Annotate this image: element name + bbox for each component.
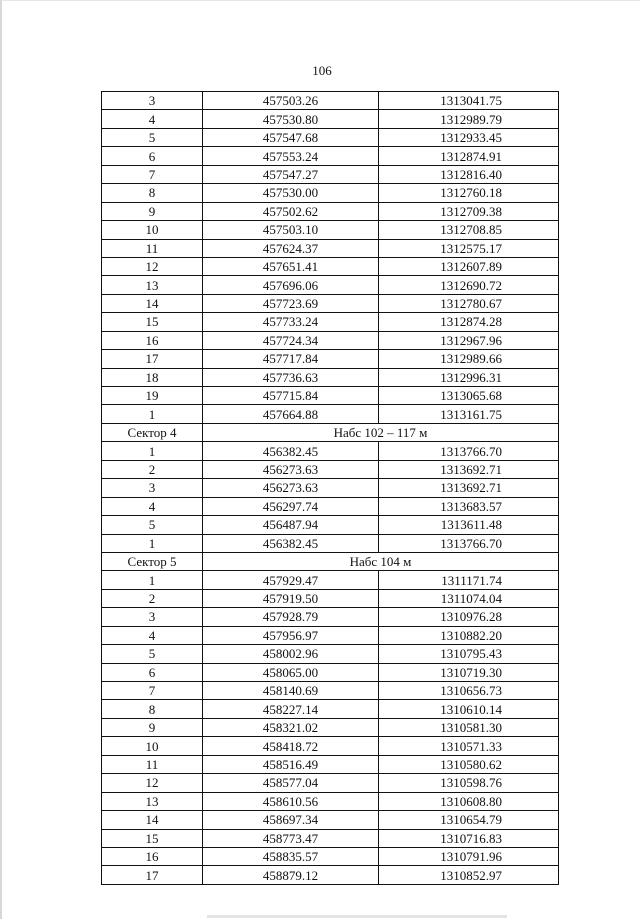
table-row bbox=[102, 405, 559, 423]
table-row bbox=[102, 829, 559, 847]
x-coordinate-cell: 457928.79 bbox=[203, 608, 379, 626]
point-number-cell: 19 bbox=[102, 387, 203, 405]
x-coordinate-cell: 457503.26 bbox=[203, 92, 379, 110]
x-coordinate-cell: 457717.84 bbox=[203, 350, 379, 368]
point-number-cell: 12 bbox=[102, 257, 203, 275]
sector-header-row bbox=[102, 423, 559, 441]
point-number-cell: 13 bbox=[102, 276, 203, 294]
point-number-cell: 18 bbox=[102, 368, 203, 386]
x-coordinate-cell: 457547.27 bbox=[203, 165, 379, 183]
table-row bbox=[102, 147, 559, 165]
y-coordinate-cell: 1312709.38 bbox=[379, 202, 559, 220]
x-coordinate-cell: 458321.02 bbox=[203, 718, 379, 736]
x-coordinate-cell: 458610.56 bbox=[203, 792, 379, 810]
point-number-cell: 4 bbox=[102, 626, 203, 644]
table-row bbox=[102, 792, 559, 810]
point-number-cell: 5 bbox=[102, 516, 203, 534]
table-row bbox=[102, 276, 559, 294]
y-coordinate-cell: 1310654.79 bbox=[379, 811, 559, 829]
x-coordinate-cell: 458002.96 bbox=[203, 645, 379, 663]
x-coordinate-cell: 456273.63 bbox=[203, 460, 379, 478]
table-row bbox=[102, 442, 559, 460]
point-number-cell: 17 bbox=[102, 866, 203, 884]
point-number-cell: 15 bbox=[102, 829, 203, 847]
point-number-cell: 3 bbox=[102, 92, 203, 110]
x-coordinate-cell: 458835.57 bbox=[203, 847, 379, 865]
point-number-cell: 5 bbox=[102, 128, 203, 146]
x-coordinate-cell: 456487.94 bbox=[203, 516, 379, 534]
table-row bbox=[102, 866, 559, 884]
point-number-cell: 1 bbox=[102, 442, 203, 460]
y-coordinate-cell: 1312760.18 bbox=[379, 184, 559, 202]
x-coordinate-cell: 457624.37 bbox=[203, 239, 379, 257]
table-row bbox=[102, 608, 559, 626]
point-number-cell: 1 bbox=[102, 405, 203, 423]
x-coordinate-cell: 457715.84 bbox=[203, 387, 379, 405]
table-row bbox=[102, 110, 559, 128]
table-row bbox=[102, 368, 559, 386]
point-number-cell: 16 bbox=[102, 331, 203, 349]
table-row bbox=[102, 516, 559, 534]
x-coordinate-cell: 456382.45 bbox=[203, 534, 379, 552]
y-coordinate-cell: 1310656.73 bbox=[379, 682, 559, 700]
table-row bbox=[102, 755, 559, 773]
point-number-cell: 16 bbox=[102, 847, 203, 865]
coordinates-table bbox=[101, 91, 559, 885]
point-number-cell: 12 bbox=[102, 774, 203, 792]
x-coordinate-cell: 458879.12 bbox=[203, 866, 379, 884]
x-coordinate-cell: 457651.41 bbox=[203, 257, 379, 275]
table-row bbox=[102, 847, 559, 865]
table-row bbox=[102, 534, 559, 552]
y-coordinate-cell: 1310791.96 bbox=[379, 847, 559, 865]
x-coordinate-cell: 458140.69 bbox=[203, 682, 379, 700]
x-coordinate-cell: 456297.74 bbox=[203, 497, 379, 515]
x-coordinate-cell: 457502.62 bbox=[203, 202, 379, 220]
x-coordinate-cell: 458516.49 bbox=[203, 755, 379, 773]
point-number-cell: 9 bbox=[102, 718, 203, 736]
y-coordinate-cell: 1310608.80 bbox=[379, 792, 559, 810]
x-coordinate-cell: 458227.14 bbox=[203, 700, 379, 718]
y-coordinate-cell: 1312575.17 bbox=[379, 239, 559, 257]
y-coordinate-cell: 1313683.57 bbox=[379, 497, 559, 515]
x-coordinate-cell: 457530.00 bbox=[203, 184, 379, 202]
x-coordinate-cell: 457929.47 bbox=[203, 571, 379, 589]
table-row bbox=[102, 718, 559, 736]
point-number-cell: 7 bbox=[102, 682, 203, 700]
table-row bbox=[102, 221, 559, 239]
y-coordinate-cell: 1312989.66 bbox=[379, 350, 559, 368]
sector-elevation: Набс 104 м bbox=[203, 552, 559, 570]
point-number-cell: 8 bbox=[102, 184, 203, 202]
point-number-cell: 1 bbox=[102, 534, 203, 552]
point-number-cell: 3 bbox=[102, 479, 203, 497]
x-coordinate-cell: 457696.06 bbox=[203, 276, 379, 294]
point-number-cell: 1 bbox=[102, 571, 203, 589]
y-coordinate-cell: 1311171.74 bbox=[379, 571, 559, 589]
x-coordinate-cell: 458065.00 bbox=[203, 663, 379, 681]
coordinates-table-body bbox=[102, 92, 559, 885]
x-coordinate-cell: 456382.45 bbox=[203, 442, 379, 460]
y-coordinate-cell: 1312780.67 bbox=[379, 294, 559, 312]
y-coordinate-cell: 1310882.20 bbox=[379, 626, 559, 644]
y-coordinate-cell: 1310795.43 bbox=[379, 645, 559, 663]
x-coordinate-cell: 457503.10 bbox=[203, 221, 379, 239]
y-coordinate-cell: 1313692.71 bbox=[379, 479, 559, 497]
y-coordinate-cell: 1310598.76 bbox=[379, 774, 559, 792]
point-number-cell: 4 bbox=[102, 497, 203, 515]
table-row bbox=[102, 350, 559, 368]
sector-label: Сектор 5 bbox=[102, 552, 203, 570]
y-coordinate-cell: 1313161.75 bbox=[379, 405, 559, 423]
y-coordinate-cell: 1310852.97 bbox=[379, 866, 559, 884]
point-number-cell: 4 bbox=[102, 110, 203, 128]
table-row bbox=[102, 479, 559, 497]
point-number-cell: 7 bbox=[102, 165, 203, 183]
table-row bbox=[102, 626, 559, 644]
y-coordinate-cell: 1310719.30 bbox=[379, 663, 559, 681]
y-coordinate-cell: 1311074.04 bbox=[379, 589, 559, 607]
table-row bbox=[102, 313, 559, 331]
point-number-cell: 14 bbox=[102, 294, 203, 312]
point-number-cell: 9 bbox=[102, 202, 203, 220]
x-coordinate-cell: 457723.69 bbox=[203, 294, 379, 312]
point-number-cell: 6 bbox=[102, 663, 203, 681]
table-row bbox=[102, 774, 559, 792]
table-row bbox=[102, 128, 559, 146]
y-coordinate-cell: 1312874.91 bbox=[379, 147, 559, 165]
y-coordinate-cell: 1310581.30 bbox=[379, 718, 559, 736]
point-number-cell: 2 bbox=[102, 589, 203, 607]
y-coordinate-cell: 1313611.48 bbox=[379, 516, 559, 534]
point-number-cell: 10 bbox=[102, 737, 203, 755]
table-row bbox=[102, 682, 559, 700]
y-coordinate-cell: 1312690.72 bbox=[379, 276, 559, 294]
x-coordinate-cell: 457736.63 bbox=[203, 368, 379, 386]
x-coordinate-cell: 457664.88 bbox=[203, 405, 379, 423]
x-coordinate-cell: 457530.80 bbox=[203, 110, 379, 128]
point-number-cell: 13 bbox=[102, 792, 203, 810]
point-number-cell: 3 bbox=[102, 608, 203, 626]
y-coordinate-cell: 1313692.71 bbox=[379, 460, 559, 478]
sector-label: Сектор 4 bbox=[102, 423, 203, 441]
table-row bbox=[102, 497, 559, 515]
y-coordinate-cell: 1312816.40 bbox=[379, 165, 559, 183]
table-row bbox=[102, 184, 559, 202]
table-row bbox=[102, 645, 559, 663]
sector-elevation: Набс 102 – 117 м bbox=[203, 423, 559, 441]
y-coordinate-cell: 1310976.28 bbox=[379, 608, 559, 626]
y-coordinate-cell: 1312874.28 bbox=[379, 313, 559, 331]
x-coordinate-cell: 458418.72 bbox=[203, 737, 379, 755]
sector-header-row bbox=[102, 552, 559, 570]
y-coordinate-cell: 1312989.79 bbox=[379, 110, 559, 128]
point-number-cell: 2 bbox=[102, 460, 203, 478]
y-coordinate-cell: 1310580.62 bbox=[379, 755, 559, 773]
x-coordinate-cell: 457919.50 bbox=[203, 589, 379, 607]
point-number-cell: 17 bbox=[102, 350, 203, 368]
y-coordinate-cell: 1312967.96 bbox=[379, 331, 559, 349]
y-coordinate-cell: 1310571.33 bbox=[379, 737, 559, 755]
y-coordinate-cell: 1310716.83 bbox=[379, 829, 559, 847]
y-coordinate-cell: 1312607.89 bbox=[379, 257, 559, 275]
table-row bbox=[102, 663, 559, 681]
y-coordinate-cell: 1312996.31 bbox=[379, 368, 559, 386]
x-coordinate-cell: 457547.68 bbox=[203, 128, 379, 146]
y-coordinate-cell: 1312933.45 bbox=[379, 128, 559, 146]
point-number-cell: 8 bbox=[102, 700, 203, 718]
table-row bbox=[102, 737, 559, 755]
page-number: 106 bbox=[312, 63, 332, 78]
table-row bbox=[102, 331, 559, 349]
y-coordinate-cell: 1313041.75 bbox=[379, 92, 559, 110]
table-row bbox=[102, 460, 559, 478]
x-coordinate-cell: 458773.47 bbox=[203, 829, 379, 847]
table-row bbox=[102, 165, 559, 183]
point-number-cell: 11 bbox=[102, 239, 203, 257]
y-coordinate-cell: 1312708.85 bbox=[379, 221, 559, 239]
point-number-cell: 6 bbox=[102, 147, 203, 165]
y-coordinate-cell: 1310610.14 bbox=[379, 700, 559, 718]
point-number-cell: 5 bbox=[102, 645, 203, 663]
table-row bbox=[102, 387, 559, 405]
table-row bbox=[102, 294, 559, 312]
x-coordinate-cell: 458697.34 bbox=[203, 811, 379, 829]
x-coordinate-cell: 456273.63 bbox=[203, 479, 379, 497]
point-number-cell: 15 bbox=[102, 313, 203, 331]
point-number-cell: 10 bbox=[102, 221, 203, 239]
table-row bbox=[102, 257, 559, 275]
table-row bbox=[102, 571, 559, 589]
point-number-cell: 11 bbox=[102, 755, 203, 773]
x-coordinate-cell: 457553.24 bbox=[203, 147, 379, 165]
x-coordinate-cell: 457733.24 bbox=[203, 313, 379, 331]
scan-edge-mark bbox=[207, 915, 507, 918]
x-coordinate-cell: 457724.34 bbox=[203, 331, 379, 349]
table-row bbox=[102, 202, 559, 220]
y-coordinate-cell: 1313766.70 bbox=[379, 442, 559, 460]
table-row bbox=[102, 589, 559, 607]
x-coordinate-cell: 458577.04 bbox=[203, 774, 379, 792]
point-number-cell: 14 bbox=[102, 811, 203, 829]
table-row bbox=[102, 239, 559, 257]
table-row bbox=[102, 92, 559, 110]
y-coordinate-cell: 1313766.70 bbox=[379, 534, 559, 552]
x-coordinate-cell: 457956.97 bbox=[203, 626, 379, 644]
table-row bbox=[102, 811, 559, 829]
y-coordinate-cell: 1313065.68 bbox=[379, 387, 559, 405]
table-row bbox=[102, 700, 559, 718]
